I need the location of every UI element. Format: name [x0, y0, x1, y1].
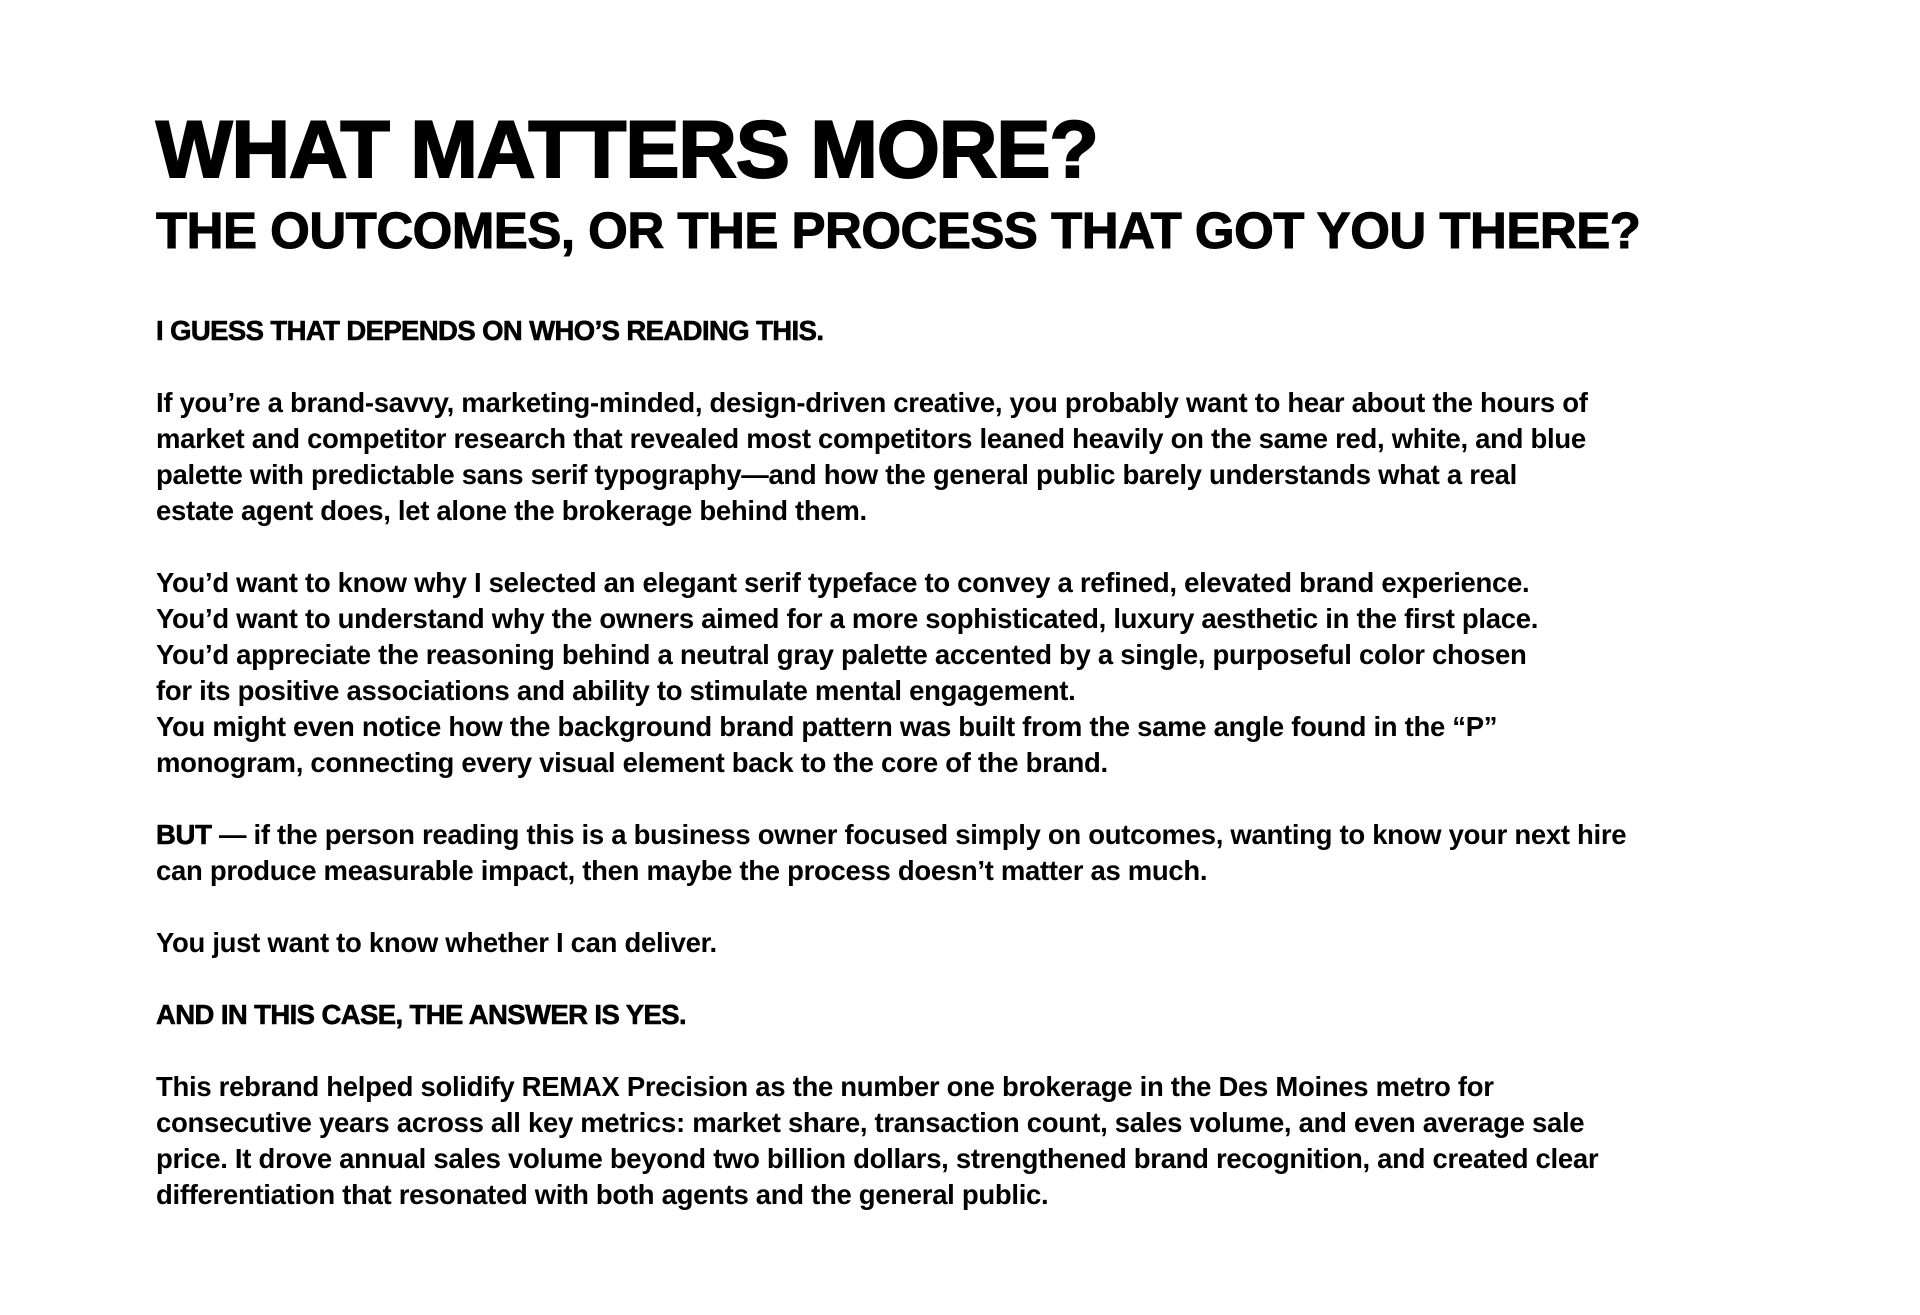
text-line: estate agent does, let alone the brokerage behind them. [156, 495, 867, 526]
text-line: You’d want to understand why the owners aimed for a more sophisticated, luxury aesthetic in the first place. [156, 603, 1539, 634]
text-line [156, 817, 1796, 853]
text-line: market and competitor research that revealed most competitors leaned heavily on the same red, white, and blue [156, 423, 1586, 454]
paragraph-deliver: You just want to know whether I can deliver. [156, 927, 717, 958]
text-segment: — if the person reading this is a business owner focused simply on outcomes, wanting to know your next hire [211, 819, 1627, 850]
text-line: price. It drove annual sales volume beyond two billion dollars, strengthened brand recognition, and created clear [156, 1143, 1599, 1174]
text-line: can produce measurable impact, then maybe the process doesn’t matter as much. [156, 855, 1208, 886]
paragraph-outcomes [156, 817, 1796, 889]
text-line: You’d appreciate the reasoning behind a neutral gray palette accented by a single, purposeful color chosen [156, 639, 1527, 670]
text-line: consecutive years across all key metrics: market share, transaction count, sales volume, and even average sale [156, 1107, 1585, 1138]
text-line: You’d want to know why I selected an elegant serif typeface to convey a refined, elevated brand experience. [156, 567, 1530, 598]
body-copy [156, 313, 1796, 1213]
text-line: differentiation that resonated with both agents and the general public. [156, 1179, 1049, 1210]
paragraph-research [156, 385, 1796, 529]
text-line: You might even notice how the background brand pattern was built from the same angle found in the “P” [156, 711, 1498, 742]
text-line: This rebrand helped solidify REMAX Precision as the number one brokerage in the Des Moines metro for [156, 1071, 1494, 1102]
text-line: If you’re a brand-savvy, marketing-minded, design-driven creative, you probably want to hear about the hours of [156, 387, 1588, 418]
emphasis-but: BUT [156, 819, 212, 850]
intro-statement: I GUESS THAT DEPENDS ON WHO’S READING THIS. [156, 315, 824, 346]
page-title: WHAT MATTERS MORE? [156, 105, 1098, 195]
paragraph-design-choices [156, 565, 1796, 781]
answer-statement: AND IN THIS CASE, THE ANSWER IS YES. [156, 999, 686, 1030]
page-subtitle: THE OUTCOMES, OR THE PROCESS THAT GOT YOU THERE? [156, 202, 1641, 259]
text-line: monogram, connecting every visual element back to the core of the brand. [156, 747, 1108, 778]
paragraph-results [156, 1069, 1796, 1213]
text-line: for its positive associations and ability to stimulate mental engagement. [156, 675, 1076, 706]
text-line: palette with predictable sans serif typography—and how the general public barely understands what a real [156, 459, 1517, 490]
